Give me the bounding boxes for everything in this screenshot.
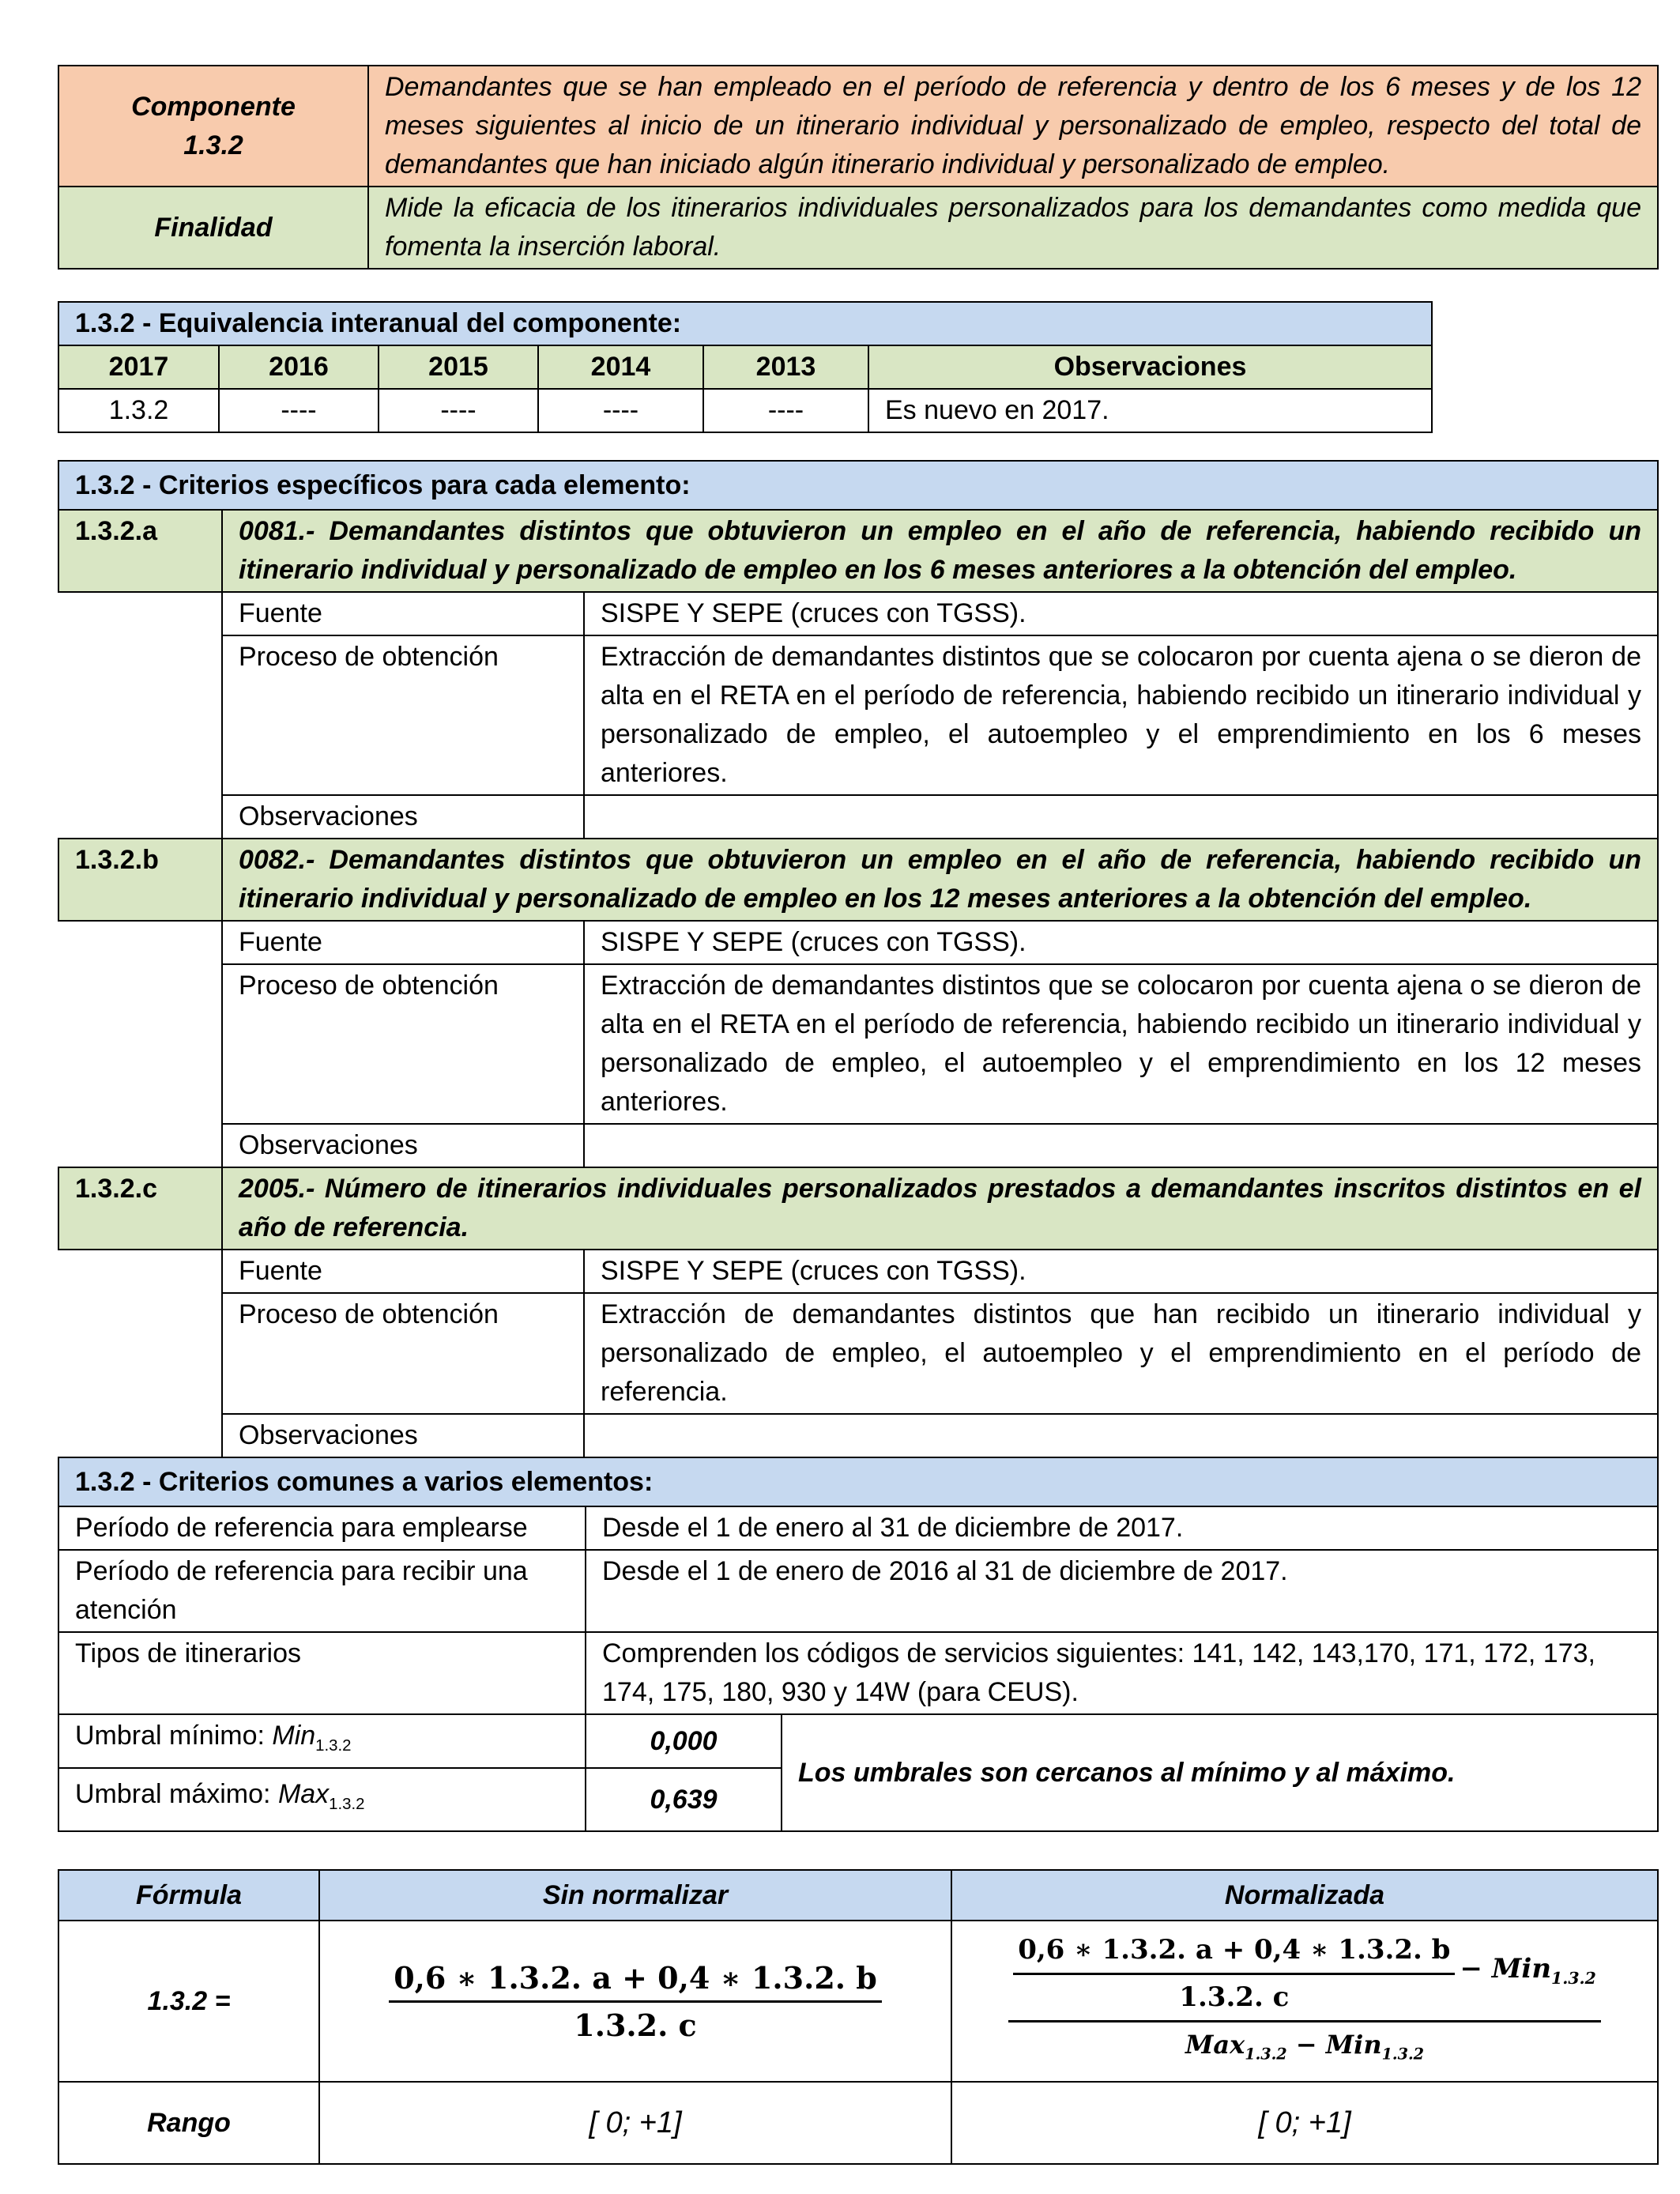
equivalence-cell: ---- (219, 389, 379, 432)
max-threshold-label (58, 1768, 586, 1831)
spacer-cell (58, 921, 222, 964)
specific-title: 1.3.2 - Criterios específicos para cada elemento: (58, 461, 1658, 510)
norm-den-max-sub: 1.3.2 (1245, 2045, 1287, 2064)
range-raw: [ 0; +1] (319, 2082, 951, 2164)
norm-outer-denominator (1181, 2022, 1429, 2073)
min-label-sub: 1.3.2 (315, 1736, 352, 1755)
component-description: Demandantes que se han empleado en el período de referencia y dentro de los 6 meses y de los 12 meses siguientes al inicio de un itinerario individual y personalizado de empleo, respecto del total de demandantes que han iniciado algún itinerario individual y personalizado de empleo. (368, 66, 1658, 187)
common-label: Período de referencia para emplearse (58, 1506, 586, 1550)
equivalence-header: 2014 (538, 345, 703, 389)
min-label-var: Min (272, 1721, 316, 1751)
observations-value (584, 1124, 1658, 1167)
formula-header: Sin normalizar (319, 1870, 951, 1921)
observations-value (584, 795, 1658, 839)
formula-header: Fórmula (58, 1870, 319, 1921)
norm-inner-numerator: 0,6 ∗ 1.3.2. a + 0,4 ∗ 1.3.2. b (1013, 1931, 1455, 1975)
raw-denominator: 1.3.2. c (574, 2007, 697, 2043)
max-label-var: Max (277, 1779, 330, 1810)
raw-numerator: 0,6 ∗ 1.3.2. a + 0,4 ∗ 1.3.2. b (389, 1958, 882, 2003)
common-label: Tipos de itinerarios (58, 1632, 586, 1714)
element-title: 2005.- Número de itinerarios individuales personalizados prestados a demandantes inscritos distintos en el año de referencia. (222, 1167, 1658, 1250)
max-label-sub: 1.3.2 (329, 1795, 365, 1813)
spacer-cell (58, 1250, 222, 1293)
spacer-cell (58, 1414, 222, 1457)
source-label: Fuente (222, 1250, 584, 1293)
process-value: Extracción de demandantes distintos que se colocaron por cuenta ajena o se dieron de alta en el RETA en el período de referencia, habiendo recibido un itinerario individual y personalizado de empleo, el autoempleo y el emprendimiento en los 12 meses anteriores. (584, 964, 1658, 1124)
spacer-cell (58, 795, 222, 839)
spacer-cell (58, 635, 222, 795)
min-threshold-label (58, 1714, 586, 1768)
process-value: Extracción de demandantes distintos que han recibido un itinerario individual y personalizado de empleo, el autoempleo y el emprendimiento en el período de referencia. (584, 1293, 1658, 1414)
component-label-line1: Componente (131, 91, 296, 122)
equivalence-cell: ---- (538, 389, 703, 432)
norm-minus-min (1460, 1950, 1595, 1998)
max-threshold-value: 0,639 (586, 1768, 782, 1831)
equivalence-cell: 1.3.2 (58, 389, 219, 432)
range-normalized: [ 0; +1] (951, 2082, 1658, 2164)
max-label-prefix: Umbral máximo: (75, 1779, 278, 1810)
component-label (58, 66, 368, 187)
common-value: Comprenden los códigos de servicios siguientes: 141, 142, 143,170, 171, 172, 173, 174, 175, 180, 930 y 14W (para CEUS). (586, 1632, 1658, 1714)
equivalence-header: 2017 (58, 345, 219, 389)
observations-label: Observaciones (222, 1414, 584, 1457)
observations-label: Observaciones (222, 795, 584, 839)
observations-value (584, 1414, 1658, 1457)
specific-criteria-table (58, 460, 1659, 1458)
raw-fraction (389, 1958, 882, 2045)
component-label-line2: 1.3.2 (183, 130, 243, 160)
source-label: Fuente (222, 921, 584, 964)
purpose-label: Finalidad (58, 187, 368, 269)
threshold-note: Los umbrales son cercanos al mínimo y al máximo. (782, 1714, 1658, 1831)
common-criteria-table (58, 1457, 1659, 1832)
norm-minus-sub: 1.3.2 (1551, 1969, 1596, 1989)
spacer-cell (58, 592, 222, 635)
min-threshold-value: 0,000 (586, 1714, 782, 1768)
process-label: Proceso de obtención (222, 635, 584, 795)
norm-outer-numerator (1008, 1928, 1601, 2022)
equivalence-header: 2015 (379, 345, 538, 389)
norm-den-max: Max (1185, 2030, 1245, 2060)
element-title: 0082.- Demandantes distintos que obtuvieron un empleo en el año de referencia, habiendo recibido un itinerario individual y personalizado de empleo en los 12 meses anteriores a la obtención del empleo. (222, 839, 1658, 921)
element-id: 1.3.2.c (58, 1167, 222, 1250)
common-title: 1.3.2 - Criterios comunes a varios elementos: (58, 1457, 1658, 1506)
min-label-prefix: Umbral mínimo: (75, 1721, 273, 1751)
equivalence-header: Observaciones (868, 345, 1432, 389)
norm-inner-fraction (1013, 1931, 1455, 2017)
purpose-text: Mide la eficacia de los itinerarios individuales personalizados para los demandantes como medida que fomenta la inserción laboral. (368, 187, 1658, 269)
source-value: SISPE Y SEPE (cruces con TGSS). (584, 1250, 1658, 1293)
equivalence-header: 2013 (703, 345, 868, 389)
norm-inner-denominator: 1.3.2. c (1179, 1981, 1290, 2014)
formula-raw (319, 1921, 951, 2082)
formula-normalized (951, 1921, 1658, 2082)
common-value: Desde el 1 de enero al 31 de diciembre de 2017. (586, 1506, 1658, 1550)
norm-inner-group (1013, 1931, 1596, 2017)
formula-header: Normalizada (951, 1870, 1658, 1921)
element-title: 0081.- Demandantes distintos que obtuvieron un empleo en el año de referencia, habiendo recibido un itinerario individual y personalizado de empleo en los 6 meses anteriores a la obtención del empleo. (222, 510, 1658, 592)
process-label: Proceso de obtención (222, 1293, 584, 1414)
source-value: SISPE Y SEPE (cruces con TGSS). (584, 592, 1658, 635)
equivalence-table (58, 301, 1433, 433)
common-label: Período de referencia para recibir una atención (58, 1550, 586, 1632)
equivalence-cell: Es nuevo en 2017. (868, 389, 1432, 432)
spacer-cell (58, 1124, 222, 1167)
equivalence-cell: ---- (379, 389, 538, 432)
process-value: Extracción de demandantes distintos que se colocaron por cuenta ajena o se dieron de alta en el RETA en el período de referencia, habiendo recibido un itinerario individual y personalizado de empleo, el autoempleo y el emprendimiento en los 6 meses anteriores. (584, 635, 1658, 795)
observations-label: Observaciones (222, 1124, 584, 1167)
source-label: Fuente (222, 592, 584, 635)
norm-minus-text: − Min (1460, 1953, 1552, 1985)
source-value: SISPE Y SEPE (cruces con TGSS). (584, 921, 1658, 964)
element-id: 1.3.2.b (58, 839, 222, 921)
spacer-cell (58, 964, 222, 1124)
equivalence-header: 2016 (219, 345, 379, 389)
common-value: Desde el 1 de enero de 2016 al 31 de diciembre de 2017. (586, 1550, 1658, 1632)
element-id: 1.3.2.a (58, 510, 222, 592)
equivalence-title: 1.3.2 - Equivalencia interanual del componente: (58, 302, 1432, 345)
formula-table (58, 1869, 1659, 2165)
equivalence-cell: ---- (703, 389, 868, 432)
process-label: Proceso de obtención (222, 964, 584, 1124)
formula-row-label: 1.3.2 = (58, 1921, 319, 2082)
range-label: Rango (58, 2082, 319, 2164)
norm-den-min-sub: 1.3.2 (1381, 2045, 1424, 2064)
component-table (58, 65, 1659, 270)
norm-den-minus: − Min (1286, 2030, 1382, 2060)
norm-outer-fraction (1008, 1928, 1601, 2073)
spacer-cell (58, 1293, 222, 1414)
